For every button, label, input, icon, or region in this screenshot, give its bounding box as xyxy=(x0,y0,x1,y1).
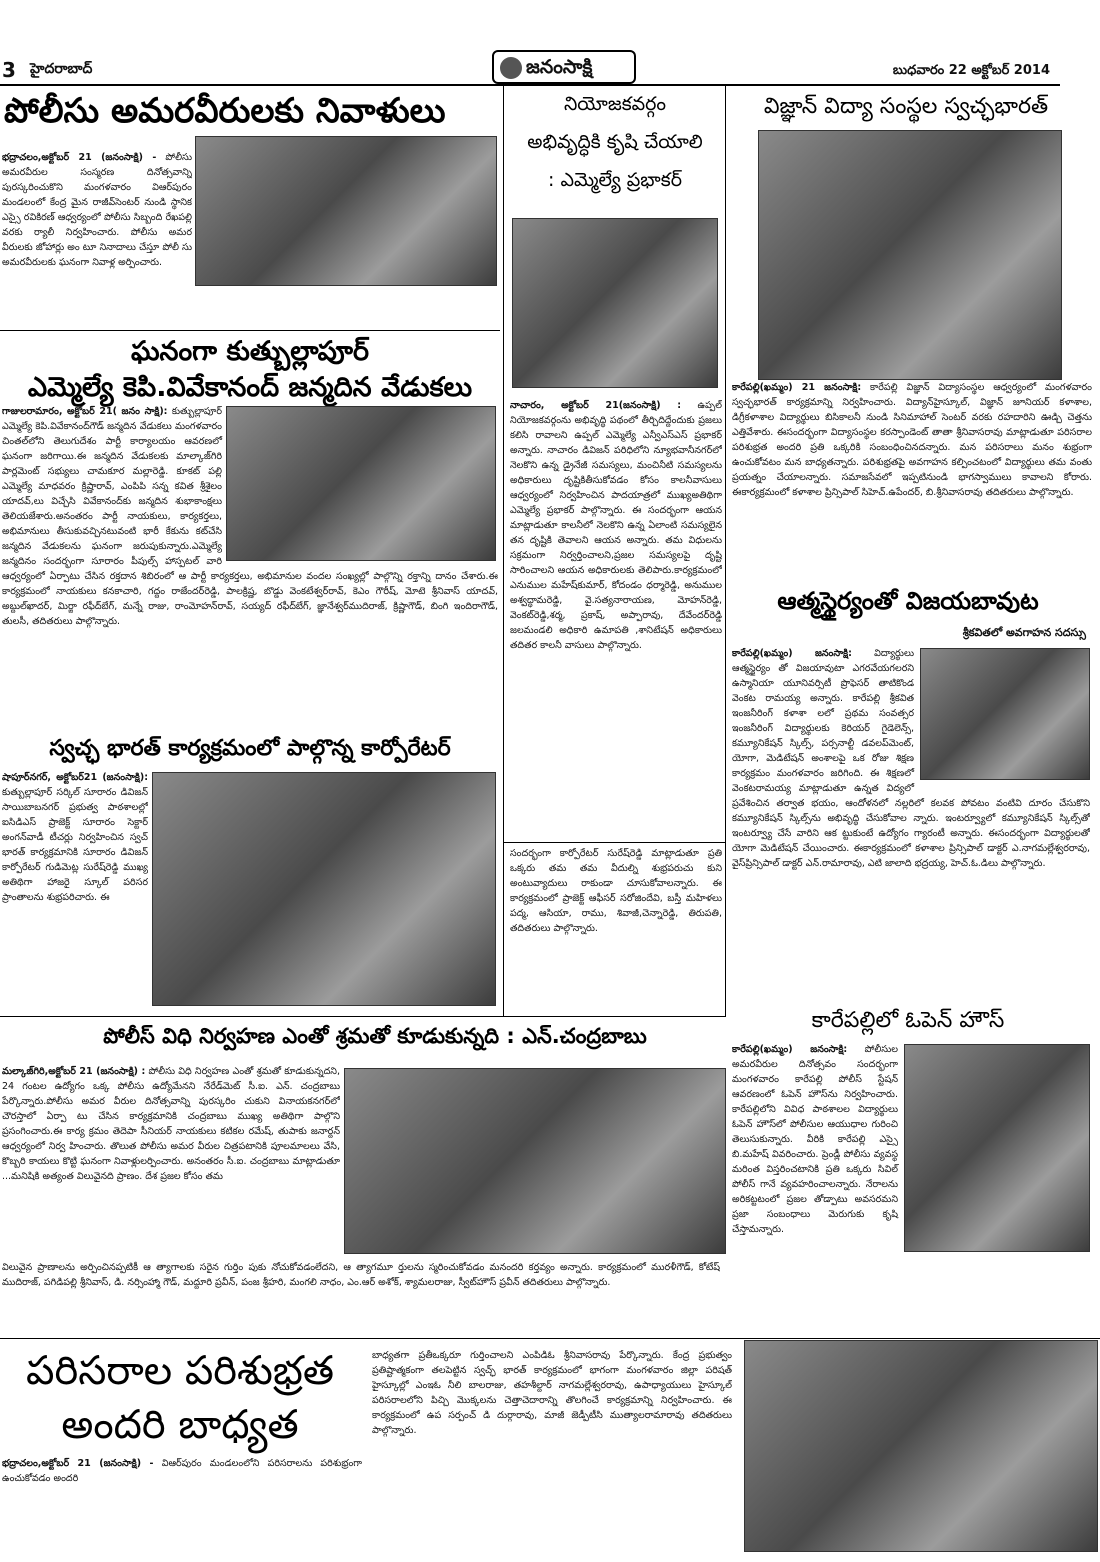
issue-date: బుధవారం 22 అక్టోబర్ 2014 xyxy=(892,63,1050,78)
article-body xyxy=(510,398,722,838)
article-body xyxy=(2,770,148,1010)
article-open-house xyxy=(728,1006,1100,1324)
body-text: ఉప్పల్ నియోజకవర్గంను అభివృద్ధి పథంలో తీర్చిదిద్దేందుకు ప్రజలు కలిసి రావాలని ఉప్పల్ ఎమ్మెల్యే ఎన్వీఎస్‌ఎస్ ప్రభాకర్ అన్నారు. నాచారం డివిజన్ పరిధిలోని న్యూభవానీనగర్‌లో నెలకొని ఉన్న డ్రైనేజీ సమస్యలు, మంచినీటి సమస్యలను అధికారులు దృష్టికితీసుకోవడం కోసం కాలనీవాసులు ఆధ్వర్యంలో నిర్వహించిన పాదయాత్రలో ముఖ్యఅతిథిగా ఎమ్మెల్యే ప్రభాకర్ పాల్గొన్నారు. ఈ సందర్భంగా ఆయన మాట్లాడుతూ కాలనీలో నెలకొని ఉన్న ఏలాంటి సమస్యలైన తన దృష్టికి తెవాలని ఆయన అన్నారు. తమ విధులను సక్రమంగా నిర్వర్తించాలని,ప్రజల సమస్యలపై దృష్టి సారించాలని ఆయన అధికారులకు తెలిపారు.కార్యక్రమంలో ఎనుముల మహేష్‌కుమార్, కోదండం ధర్మారెడ్డి, అనుముల అశ్వద్ధామరెడ్డి, వై.సత్యనారాయణ, మోహన్‌రెడ్డి, వెంకట్‌రెడ్డి,శర్మ, ప్రకాష్, అప్పారావు, దేవేందర్‌రెడ్డి జలమండలి అధికారి ఉమాపతి ,శానిటేషన్ అధికారులు తదితర కాలనీ వాసులు పాల్గొన్నారు. xyxy=(510,400,722,651)
article-body xyxy=(732,380,1092,580)
article-confidence xyxy=(728,586,1100,1004)
logo-emblem-icon xyxy=(500,57,522,79)
birthday-cake-photo xyxy=(226,406,496,561)
subhead: శ్రీకవితలో అవగాహన సదస్సు xyxy=(962,626,1086,639)
section-label: హైదరాబాద్ xyxy=(30,61,93,77)
headline-line1: నియోజకవర్గం xyxy=(563,93,667,115)
hr xyxy=(0,1016,726,1017)
page-number: 3 xyxy=(2,58,16,82)
headline-line1: పరిసరాల పరిశుభ్రత xyxy=(26,1348,334,1394)
dateline: షాపూర్‌నగర్, అక్టోబర్21 (జనంసాక్షి): xyxy=(2,772,148,783)
headline-line2: అభివృద్ధికి కృషి చేయాలి xyxy=(527,131,703,153)
mla-padayatra-photo xyxy=(512,218,718,388)
dateline: నాచారం, అక్టోబర్ 21(జనంసాక్షి) : xyxy=(510,400,682,411)
dateline: కారేపల్లి(ఖమ్మం) జనంసాక్షి: xyxy=(732,648,852,659)
body-text: విలువైన ప్రాణాలను అర్పించినప్పటికీ ఆ త్యాగాలకు సరైన గుర్తిం పుకు నోచుకోవడంలేదని, ఆ త్యాగమూ ర్తులను స్మరించుకోవడం మనందరి కర్తవ్యం అన్నారు. కార్యక్రమంలో మురళీగౌడ్, కోటేష్ ముదిరాజ్, పగిడిపల్లి శ్రీనివాస్, డి. నర్సింహ్మా గౌడ్, మద్దూరి ప్రవీన్, పంజ శ్రీహరి, మంగలి నాధం, ఎం.ఆర్ అశోక్, శ్యామలరాజు, స్వీట్‌హౌస్ ప్రవీన్ తదితరులు పాల్గొన్నారు. xyxy=(2,1262,720,1288)
article-body xyxy=(2,1456,362,1516)
dateline: కారేపల్లి(ఖమ్మం) 21 జనంసాక్షి: xyxy=(732,382,862,393)
article-body-right xyxy=(372,1348,732,1488)
headline-line3: : ఎమ్మెల్యే ప్రభాకర్ xyxy=(548,169,682,191)
article-swachh-corporator xyxy=(0,734,500,1014)
seminar-photo xyxy=(920,648,1090,780)
body-text: పోలీసుల అమరవీరుల దినోత్సవం సందర్భంగా మంగళవారం కారేపల్లి పోలీస్ స్టేషన్ ఆవరణంలో ఓపెన్ హౌస్‌ను నిర్వహించారు. కారేపల్లిలోని వివిధ పాఠశాలల విద్యార్థులు ఓపెన్ హౌస్‌లో పోలీసుల ఆయుధాల గురించి తెలుసుకున్నారు. వీరికి కారేపల్లి ఎస్సై బి.మహేష్ వివరించారు. ప్రెండ్లీ పోలీసు వ్యవస్థ మరింత విస్తరించటానికి ప్రతి ఒక్కరు సివిల్ పోలీస్ గానే వ్యవహరించాలన్నారు. నేరాలను అరికట్టటంలో ప్రజల తోడ్పాటు అవసరమని ప్రజా సంబంధాలు మెరుగుకు కృషి చేస్తామన్నారు. xyxy=(732,1044,898,1235)
hr xyxy=(504,842,726,843)
headline: కారేపల్లిలో ఓపెన్ హౌస్ xyxy=(811,1008,1005,1033)
article-body xyxy=(732,1042,1090,1318)
article-mla-prabhakar xyxy=(508,90,722,840)
town-aerial-photo xyxy=(744,1340,1098,1552)
headline-line2: అందరి బాధ్యత xyxy=(61,1402,299,1448)
col-divider-right xyxy=(725,86,726,1016)
body-text: విద్యార్థులు ఆత్మస్థైర్యం తో విజయావుటా ఎగరవేయగలరని ఉస్మానియా యూనివర్సిటీ ప్రొఫెసర్ తాటికొండ వెంకట రామయ్య అన్నారు. కారేపల్లి శ్రీకవిత ఇంజనీరింగ్ కళాశా లలో ప్రథమ సంవత్సర ఇంజనీరింగ్ విద్యార్థులకు కెరియర్ గైడెలెన్స్, కమ్యూనికేషన్ స్కిల్స్, పర్సనాల్టీ డవలప్‌మెంట్, యోగా, మెడిటేషన్ అంశాలపై ఒక రోజు శిక్షణ కార్యక్రమం మంగళవారం జరిగింది. ఈ శిక్షణలో వెంకటరామయ్య మాట్లాడుతూ ఉన్నత విద్యలో ప్రవేశించిన తర్వాత భయం, ఆందోళనలో నల్లరిలో కలవక పోవటం వంటివి దూరం చేసుకొని కమ్యూనికేషన్ స్కిల్స్‌ను అభివృద్ధి చేసుకోవాల న్నారు. ఇంటర్వ్యూలో కమ్యూనికేషన్ స్కిల్స్‌తో ఇంటర్వ్యూ చేసే వారిని ఆక ట్టుకుంటే ఉద్యోగం గ్యారంటీ అన్నారు. ఈసందర్భంగా విద్యార్థులతో యోగా మెడిటేషన్ చేయించారు. ఈకార్యక్రమంలో కళాశాల ప్రిన్సిపాల్ డాక్టర్ ఎ.నాగమల్లేశ్వరరావు, వైస్‌ప్రిన్సిపాల్ డాక్టర్ ఎన్.రామారావు, ఎటి జాలాది భద్రయ్య, హెచ్.ఓ.డిలు పాల్గొన్నారు. xyxy=(732,648,1090,869)
dateline: భద్రాచలం,అక్టోబర్ 21 (జనంసాక్షి) - xyxy=(2,152,157,163)
headline: పోలీస్ విధి నిర్వహణ ఎంతో శ్రమతో కూడుకున్నది : ఎన్.చంద్రబాబు xyxy=(103,1024,647,1048)
body-text: బాధ్యతగా ప్రతీఒక్కరూ గుర్తించాలని ఎంపిడిఓ శ్రీనివాసరావు పేర్కొన్నారు. కేంద్ర ప్రభుత్వం ప్రతిష్టాత్మకంగా తలపెట్టిన స్వచ్ఛ్ భారత్ కార్యక్రమంలో భాగంగా మంగళవారం జిల్లా పరిషత్ హైస్కూల్లో ఎంఇఓ నీలి బాలరాజు, తహశీల్దార్ నాగమల్లేశ్వరరావు, ఉపాధ్యాయులు హైస్కూల్ పరిసరాలలోని పిచ్చి మొక్కలను చెత్తాచెదారాన్ని తొలగించే కార్యక్రమాన్ని నిర్వహించారు. ఈ కార్యక్రమంలో ఉప సర్పంచ్ డి దుర్గారావు, మాజీ జెడ్పీటీసి ముత్యాలరామారావు తదితరులు పాల్గొన్నారు. xyxy=(372,1350,732,1436)
headline: స్వచ్ఛ భారత్ కార్యక్రమంలో పాల్గొన్న కార్పోరేటర్ xyxy=(49,736,451,761)
article-body-continued xyxy=(2,1260,720,1332)
police-ci-photo xyxy=(344,1068,726,1254)
hr xyxy=(0,1338,1100,1339)
body-text: కుత్బుల్లాపూర్ సర్కిల్ సూరారం డివిజన్ సాయిబాబనగర్ ప్రభుత్వ పాఠశాలల్లో ఐసిడిఎస్ ప్రాజెక్ట్ సూరారం సెక్టార్ అంగన్‌వాడీ టీచర్లు నిర్వహించిన స్వచ్ భారత్ కార్యక్రమానికి సూరారం డివిజన్ కార్పోరేటర్ గుడిమెట్ల సురేష్‌రెడ్డి ముఖ్య అతిథిగా హాజరై స్కూల్ పరిసర ప్రాంతాలను శుభ్రపరిచారు. ఈ xyxy=(2,787,148,903)
dateline: గాజులరామారం, అక్టోబర్ 21( జనం సాక్షి): xyxy=(2,406,168,417)
dateline: మల్కాజ్‌గిరి,అక్టోబర్ 21 (జనంసాక్షి) : xyxy=(2,1066,146,1077)
paper-logo xyxy=(492,50,636,84)
police-tribute-photo xyxy=(195,136,497,286)
body-text: పోలీసు విధి నిర్వహణ ఎంతో శ్రమతో కూడుకున్నదని, 24 గంటల ఉద్యోగం ఒక్క పోలీసు ఉద్యోమేనని నేరేడ్‌మెట్ సీ.ఐ. ఎన్. చంద్రబాబు పేర్కొన్నారు.పోలీసు అమర వీరుల దినోత్సవాన్ని పురస్కరిం చుకుని వినాయకనగర్‌లో చౌరస్తాలో ఏర్పా టు చేసిన కార్యక్రమానికి చంద్రబాబు ముఖ్య అతిథిగా పాల్గొని ప్రసంగించారు.ఈ కార్య క్రమం తెదెపా సీనియర్ నాయకులు కటికల రమేష్, తుపాకు జనార్దన్ ఆధ్వర్యంలో నిర్వ హించారు. తొలుత పోలీసు అమర వీరుల చిత్రపటానికి పూలమాలలు వేసి, కొబ్బరి కాయలు కొట్టి ఘనంగా నివాళ్లులర్పించారు. అనంతరం సీ.ఐ. చంద్రబాబు మాట్లాడుతూ ...మనిషికి అత్యంత విలువైనది ప్రాణం. దేశ ప్రజల కోసం తమ xyxy=(2,1066,340,1182)
hr xyxy=(0,330,500,331)
college-sweeping-photo xyxy=(758,130,1062,380)
article-body xyxy=(2,1064,340,1258)
headline: పోలీసు అమరవీరులకు నివాళులు xyxy=(4,91,446,131)
headline: ఆత్మస్థైర్యంతో విజయబావుట xyxy=(777,587,1039,615)
corporator-sweep-photo xyxy=(152,772,496,1006)
col-divider-left xyxy=(503,86,504,1016)
headline-line1: ఘనంగా కుత్బుల్లాపూర్ xyxy=(130,336,370,367)
masthead xyxy=(0,0,1100,90)
body-text: సందర్భంగా కార్పోరేటర్ సురేష్‌రెడ్డి మాట్లాడుతూ ప్రతి ఒక్కరు తమ తమ వీదుల్ని శుభ్రపరుచు కుని అంటువ్యాదులు రాకుండా చూసుకోవాలన్నారు. ఈ కార్యక్రమంలో ప్రాజెక్ట్ ఆఫీసర్ సరోజిందేవి, బస్తీ మహిళలు పద్మ, ఆసియా, రాము, శివాజీ,చెన్నారెడ్డి, తిరుపతి, తదితరులు పాల్గొన్నారు. xyxy=(510,848,722,934)
open-house-photo xyxy=(904,1044,1090,1252)
article-body xyxy=(2,150,192,322)
article-body xyxy=(2,404,498,730)
article-body xyxy=(732,646,1090,998)
dateline: కారేపల్లి(ఖమ్మం) జనంసాక్షి: xyxy=(732,1044,848,1055)
article-swachh-college xyxy=(728,90,1100,584)
dateline: భద్రాచలం,అక్టోబర్ 21 (జనంసాక్షి) - xyxy=(2,1458,154,1469)
article-mla-birthday xyxy=(0,332,500,732)
body-text: కుత్బుల్లాపూర్ ఎమ్మెల్యే కెపి.వివేకానంద్‌గౌడ్ జన్మదిన వేడుకలు మంగళవారం చింతల్‌లోని తెలుగుదేశం పార్టీ కార్యాలయం ఆవరణలో ఘనంగా జరిగాయి.ఈ జన్మదిన వేడుకలకు మాల్కాజ్‌గిరి పార్లమెంట్ సభ్యులు చామకూర మల్లారెడ్డి. కూకట్ పల్లి ఎమ్మెల్యే మాధవరం క్రిష్ణారావ్, ఎంపిపి సన్న కవిత శ్రీశైలం యాదవ్,లు విచ్చేసి వివేకానంద్‌కు జన్మదిన శుభాకాంక్షలు తెలియజేశారు.అనంతరం పార్టీ నాయకులు, కార్యకర్తలు, అభిమానులు తీసుకువచ్చినటువంటి భారీ కేకును కట్‌చేసి జన్మదిన వేడుకలను ఘనంగా జరుపుకున్నారు.ఎమ్మెల్యే జన్మదినం సందర్భంగా సూరారం పీపుల్స్ హాస్పటల్ వారి ఆధ్వర్యంలో ఏర్పాటు చేసిన రక్తదాన శిబిరంలో ఆ పార్టీ కార్యకర్తలు, అభిమానుల వందల సంఖ్యల్లో పాల్గొన్ని రక్తాన్ని దానం చేశారు.ఈ కార్యక్రమంలో నాయకులు కనకాచారి, గద్దం రాజేందర్‌రెడ్డి, పాలక్రిష్ణ, బొడ్డు వెంకటేశ్వర్‌రావ్, కెఎం గౌరీష్, మోటె శ్రీనివాస్ యాదవ్, అబ్దుల్‌ఖాదర్, మిర్జా రఫీద్‌బేగ్, మన్నే రాజు, రాంమోహన్‌రావ్, సయ్యద్ రఫీద్‌బేగ్, జ్ఞానేశ్వర్‌ముదిరాజ్, క్రిష్ణాగౌడ్, బింగి ఇందిరాగౌడ్, తులసీ, తదితరులు పాల్గొన్నారు. xyxy=(2,406,498,627)
body-text: పోలీసు అమరవీరుల సంస్మరణ దినోత్సవాన్ని పురస్కరించుకొని మంగళవారం విఆర్‌పురం మండలంలో కేంద్ర మైన రాజీవ్‌సెంటర్ నుండి స్థానిక ఎస్సై రవికిరణ్ ఆధ్వర్యంలో పోలీసు సిబ్బంది రేఖపల్లి వరకు ర్యాలీ నిర్వహించారు. పోలీసు అమర వీరులకు జోహార్లు అం టూ నినాదాలు చేస్తూ పోలీ సు అమరవీరులకు ఘనంగా నివాళ్ల అర్పించారు. xyxy=(2,152,192,268)
article-cleanliness xyxy=(0,1340,1100,1562)
article-police-duty xyxy=(0,1020,726,1336)
body-text: కారేపల్లి విజ్ఞాన్ విద్యాసంస్థల ఆధ్వర్యంలో మంగళవారం స్వచ్ఛభారత్ కార్యక్రమాన్ని నిర్వహించారు. విద్యాన్‌హైస్కూల్, విజ్ఞాన్ జూనియర్ కళాశాల, డిగ్రీకళాశాల విద్యార్థులు బిసికాలనీ నుండి సినిమాహాల్ సెంటర్ వరకు రహదారిని ఊడ్చి చెత్తను ఎత్తివేశారు. ఈసందర్భంగా విద్యాసంస్థల కరస్పాండెంట్ తాతా శ్రీనివాసరావు మాట్లాడుతూ పరిసరాల పరిశుభ్రత అందరి ప్రతి ఒక్కరికి సంబంధించినదన్నారు. మన పరిసరాలు మనం శుభ్రంగా ఉంచుకోవటం మన బాధ్యతన్నారు. పరిశుభ్రతపై అవగాహన కల్పించటంలో విద్యార్థులు తమ వంతు ప్రయత్నం చేయాలన్నారు. సమాజసేవలో ఇప్పటినుండి భాగస్వాములు కావాలని కోరారు. ఈకార్యక్రమంలో కళాశాల ప్రిన్సిపాల్ సిహెచ్.ఉపేందర్, బి.శ్రీనివాసరావు తదితరులు పాల్గొన్నారు. xyxy=(732,382,1092,498)
article-corporator-continued xyxy=(510,846,722,1012)
headline-line2: ఎమ్మెల్యే కెపి.వివేకానంద్ జన్మదిన వేడుకలు xyxy=(27,372,473,403)
article-police-tribute xyxy=(0,90,500,330)
body-text: విఆర్‌పురం మండలంలోని పరిసరాలను పరిశుభ్రంగా ఉంచుకోవడం అందరి xyxy=(2,1458,362,1484)
headline: విజ్ఞాన్ విద్యా సంస్థల స్వచ్ఛభారత్ xyxy=(763,94,1049,119)
masthead-rule xyxy=(0,84,1060,86)
paper-name: జనంసాక్షి xyxy=(526,56,593,78)
